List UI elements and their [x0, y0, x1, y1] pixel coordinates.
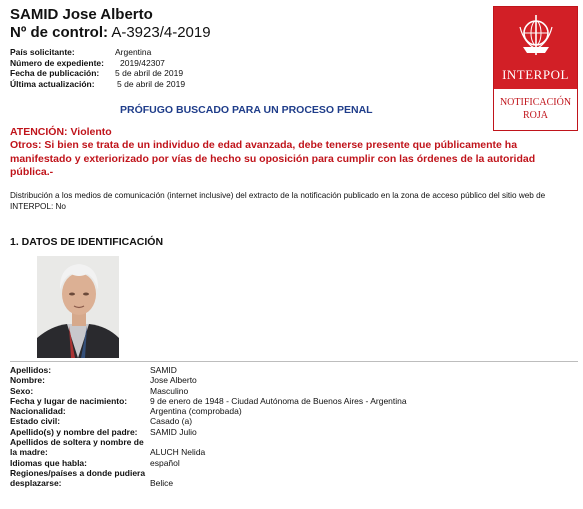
field-label: Fecha y lugar de nacimiento: — [10, 395, 128, 406]
field-label: Apellidos de soltera y nombre de la madre: — [10, 437, 144, 458]
field-estado-civil — [10, 416, 580, 426]
field-nacimiento — [10, 396, 580, 406]
field-value: Belice — [150, 478, 174, 489]
field-label: Regiones/países a donde pudiera desplazarse: — [10, 467, 146, 489]
meta-pais — [10, 47, 185, 58]
interpol-emblem-icon — [517, 13, 555, 65]
field-value: Jose Alberto — [150, 375, 197, 386]
field-value: Masculino — [150, 385, 189, 396]
field-label: Idiomas que habla: — [10, 457, 87, 468]
meta-pais-label: País solicitante: — [10, 47, 75, 57]
field-label: Sexo: — [10, 385, 34, 396]
notice-line-1: NOTIFICACIÓN — [499, 97, 572, 108]
distribution-note: Distribución a los medios de comunicación (internet inclusive) del extracto de la notificación publicado en la zona de acceso público del sitio web de INTERPOL: No — [10, 191, 546, 211]
section-title: 1. DATOS DE IDENTIFICACIÓN — [10, 236, 164, 248]
meta-actualizacion-label: Última actualización: — [10, 78, 95, 89]
control-value: A-3923/4-2019 — [111, 24, 211, 41]
meta-expediente-value: 2019/42307 — [120, 57, 165, 68]
field-label: Apellido(s) y nombre del padre: — [10, 426, 138, 437]
field-value: SAMID Julio — [150, 426, 197, 437]
alert-atencion: ATENCIÓN: Violento — [10, 126, 112, 138]
field-sexo — [10, 386, 580, 396]
field-value: Argentina (comprobada) — [150, 406, 242, 417]
field-value: ALUCH Nelida — [150, 447, 206, 458]
field-label: Estado civil: — [10, 416, 61, 427]
meta-actualizacion-value: 5 de abril de 2019 — [117, 78, 186, 89]
field-padre — [10, 427, 580, 437]
person-name: SAMID Jose Alberto — [10, 6, 153, 23]
meta-publicacion — [10, 68, 185, 79]
meta-publicacion-label: Fecha de publicación: — [10, 68, 100, 78]
notice-metadata — [10, 47, 185, 89]
alert-otros: Otros: Si bien se trata de un individuo de edad avanzada, debe tenerse presente que públicamente ha manifestado y exteriorizado por vías de hecho su oposición para cumplir con las órdenes de la autoridad pública.- — [10, 139, 536, 178]
identification-fields — [10, 365, 580, 489]
field-madre — [10, 437, 580, 458]
field-nacionalidad — [10, 406, 580, 416]
control-number — [10, 24, 211, 41]
field-value: Casado (a) — [150, 416, 193, 427]
meta-publicacion-value: 5 de abril de 2019 — [115, 68, 184, 78]
field-idiomas — [10, 458, 580, 468]
interpol-logo — [493, 6, 578, 131]
notice-subtitle: PRÓFUGO BUSCADO PARA UN PROCESO PENAL — [120, 104, 373, 116]
field-apellidos — [10, 365, 580, 375]
meta-actualizacion — [10, 79, 185, 90]
meta-pais-value: Argentina — [115, 47, 152, 57]
control-label: Nº de control: — [10, 24, 108, 41]
field-value: español — [150, 457, 180, 468]
field-value: SAMID — [150, 365, 177, 375]
field-label: Nombre: — [10, 375, 45, 386]
person-photo — [37, 256, 119, 358]
meta-expediente-label: Número de expediente: — [10, 57, 104, 68]
field-nombre — [10, 375, 580, 385]
interpol-brand: INTERPOL — [502, 67, 569, 82]
meta-expediente — [10, 58, 185, 69]
notice-line-2: ROJA — [522, 110, 548, 121]
fields-divider — [10, 361, 578, 362]
field-label: Nacionalidad: — [10, 406, 66, 417]
red-notice-label — [494, 96, 577, 122]
field-regiones — [10, 468, 580, 489]
field-label: Apellidos: — [10, 365, 52, 375]
field-value: 9 de enero de 1948 - Ciudad Autónoma de Buenos Aires - Argentina — [150, 395, 407, 406]
